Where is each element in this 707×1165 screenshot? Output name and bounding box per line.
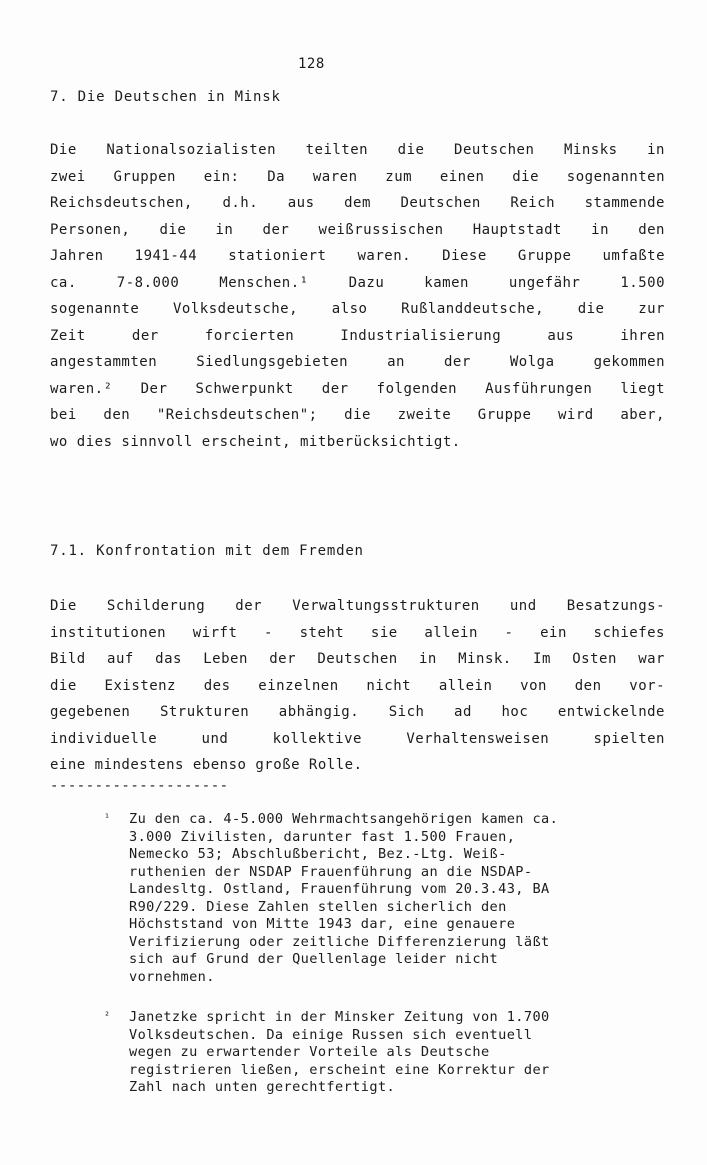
- footnote-line: Verifizierung oder zeitliche Differenzierung läßt: [129, 933, 550, 950]
- footnote-line: 3.000 Zivilisten, darunter fast 1.500 Frauen,: [129, 828, 516, 845]
- footnote-mark: ²: [104, 1011, 111, 1022]
- text-line: Die Schilderung der Verwaltungsstrukturen und Besatzungs-: [50, 598, 665, 614]
- text-line: wo dies sinnvoll erscheint, mitberücksichtigt.: [50, 433, 461, 450]
- text-line: eine mindestens ebenso große Rolle.: [50, 757, 363, 773]
- text-line: Reichsdeutschen, d.h. aus dem Deutschen Reich stammende: [50, 195, 665, 211]
- footnote-line: wegen zu erwartender Vorteile als Deutsche: [129, 1044, 490, 1060]
- text-line: bei den "Reichsdeutschen"; die zweite Gruppe wird aber,: [50, 407, 665, 423]
- footnote-mark: ¹: [104, 813, 111, 824]
- paragraph-1: [50, 137, 665, 455]
- text-line: gegebenen Strukturen abhängig. Sich ad hoc entwickelnde: [50, 704, 665, 720]
- footnote-separator: --------------------: [50, 778, 229, 794]
- text-line: angestammten Siedlungsgebieten an der Wolga gekommen: [50, 354, 665, 370]
- footnote-line: Landesltg. Ostland, Frauenführung vom 20.3.43, BA: [129, 881, 550, 897]
- text-line: Zeit der forcierten Industrialisierung aus ihren: [50, 327, 665, 344]
- text-line: die Existenz des einzelnen nicht allein von den vor-: [50, 677, 665, 694]
- text-line: zwei Gruppen ein: Da waren zum einen die sogenannten: [50, 168, 665, 185]
- footnote-2: [104, 1009, 670, 1097]
- paragraph-2: [50, 593, 665, 779]
- footnote-line: Nemecko 53; Abschlußbericht, Bez.-Ltg. Weiß-: [129, 846, 507, 862]
- text-line: institutionen wirft - steht sie allein - ein schiefes: [50, 624, 665, 641]
- footnote-line: Volksdeutschen. Da einige Russen sich eventuell: [129, 1026, 533, 1043]
- section-heading: 7. Die Deutschen in Minsk: [50, 89, 281, 105]
- text-line: Die Nationalsozialisten teilten die Deutschen Minsks in: [50, 142, 665, 158]
- subsection-heading: 7.1. Konfrontation mit dem Fremden: [50, 543, 364, 559]
- footnote-line: sich auf Grund der Quellenlage leider nicht: [129, 951, 499, 967]
- footnote-1: [104, 811, 670, 986]
- footnote-line: ruthenien der NSDAP Frauenführung an die NSDAP-: [129, 863, 533, 880]
- text-line: Jahren 1941-44 stationiert waren. Diese Gruppe umfaßte: [50, 248, 665, 264]
- text-line: sogenannte Volksdeutsche, also Rußlanddeutsche, die zur: [50, 301, 665, 317]
- footnote-line: Zahl nach unten gerechtfertigt.: [129, 1079, 396, 1095]
- text-line: Personen, die in der weißrussischen Hauptstadt in den: [50, 221, 665, 238]
- footnote-line: Janetzke spricht in der Minsker Zeitung von 1.700: [129, 1009, 550, 1025]
- text-line: Bild auf das Leben der Deutschen in Minsk. Im Osten war: [50, 651, 665, 667]
- text-line: waren.² Der Schwerpunkt der folgenden Ausführungen liegt: [50, 380, 665, 397]
- page-number: 128: [298, 56, 325, 72]
- footnote-line: vornehmen.: [129, 968, 215, 985]
- footnote-line: Zu den ca. 4-5.000 Wehrmachtsangehörigen kamen ca.: [129, 811, 559, 827]
- footnote-line: registrieren ließen, erscheint eine Korrektur der: [129, 1061, 550, 1078]
- footnote-line: R90/229. Diese Zahlen stellen sicherlich den: [129, 898, 507, 915]
- text-line: ca. 7-8.000 Menschen.¹ Dazu kamen ungefähr 1.500: [50, 274, 665, 291]
- text-line: individuelle und kollektive Verhaltensweisen spielten: [50, 730, 665, 747]
- footnote-line: Höchststand von Mitte 1943 dar, eine genauere: [129, 916, 516, 932]
